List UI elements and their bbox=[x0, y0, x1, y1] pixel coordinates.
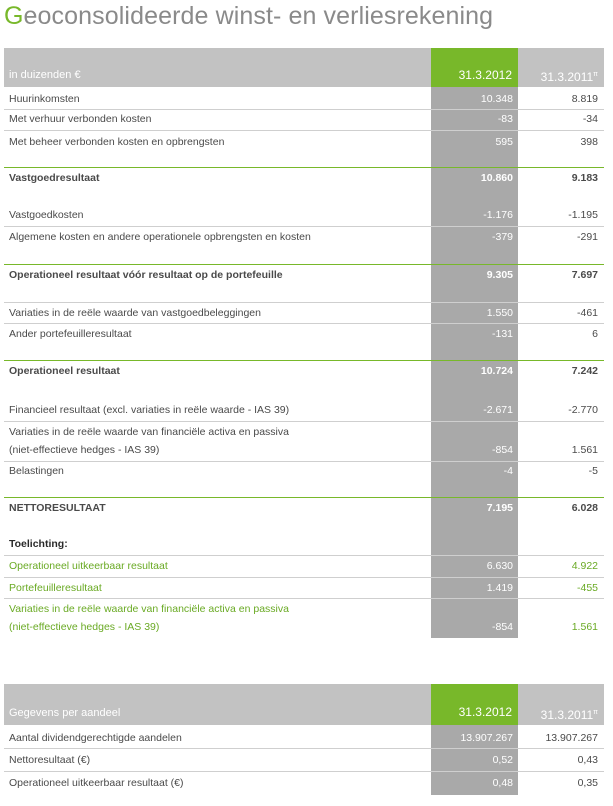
row-label: Vastgoedresultaat bbox=[9, 172, 100, 184]
header-previous-year-text: 31.3.2011 bbox=[540, 708, 594, 722]
row-previous-value: 6 bbox=[592, 328, 598, 340]
row-label: Huurinkomsten bbox=[9, 93, 80, 105]
row-label: Ander portefeuilleresultaat bbox=[9, 328, 132, 340]
row-previous-value: -5 bbox=[588, 465, 598, 477]
row-divider bbox=[4, 748, 604, 749]
row-divider bbox=[4, 323, 604, 324]
row-previous-value: 0,43 bbox=[577, 754, 598, 766]
row-current-value: 1.550 bbox=[486, 307, 513, 319]
row-label: Met beheer verbonden kosten en opbrengsten bbox=[9, 136, 225, 148]
row-divider bbox=[4, 130, 604, 131]
section-divider bbox=[4, 167, 604, 168]
row-previous-value: 4.922 bbox=[571, 560, 598, 572]
row-current-value: 9.305 bbox=[486, 269, 513, 281]
row-label: Belastingen bbox=[9, 465, 64, 477]
row-divider bbox=[4, 555, 604, 556]
page-title bbox=[4, 2, 493, 31]
row-label: Variaties in de reële waarde van financiële activa en passiva bbox=[9, 603, 289, 615]
row-current-value: -854 bbox=[491, 621, 513, 633]
row-previous-value: -455 bbox=[576, 582, 598, 594]
header-previous-year-sup: π bbox=[593, 709, 598, 716]
row-label: Algemene kosten en andere operationele opbrengsten en kosten bbox=[9, 231, 311, 243]
row-divider bbox=[4, 771, 604, 772]
row-current-value: 7.195 bbox=[486, 502, 513, 514]
title-rest: eoconsolideerde winst- en verliesrekening bbox=[23, 2, 494, 30]
row-previous-value: 7.242 bbox=[571, 365, 598, 377]
row-previous-value: 7.697 bbox=[571, 269, 598, 281]
row-current-value: -4 bbox=[503, 465, 513, 477]
row-current-value: 595 bbox=[495, 136, 513, 148]
row-current-value: -854 bbox=[491, 444, 513, 456]
row-label: Financieel resultaat (excl. variaties in reële waarde - IAS 39) bbox=[9, 404, 290, 416]
section-divider bbox=[4, 360, 604, 361]
row-previous-value: 398 bbox=[580, 136, 598, 148]
header-label: in duizenden € bbox=[9, 69, 81, 81]
header-current-year: 31.3.2012 bbox=[431, 684, 518, 725]
row-label: NETTORESULTAAT bbox=[9, 502, 106, 514]
row-label: Aantal dividendgerechtigde aandelen bbox=[9, 732, 182, 744]
income-statement-table bbox=[4, 48, 604, 640]
row-divider bbox=[4, 226, 604, 227]
row-current-value: 10.724 bbox=[480, 365, 513, 377]
title-first-letter: G bbox=[4, 2, 24, 30]
row-current-value: -83 bbox=[497, 113, 513, 125]
table-header bbox=[4, 684, 604, 725]
row-previous-value: 1.561 bbox=[571, 444, 598, 456]
row-label: Portefeuilleresultaat bbox=[9, 582, 102, 594]
row-label: Variaties in de reële waarde van financiële activa en passiva bbox=[9, 426, 289, 438]
row-label: Operationeel resultaat vóór resultaat op de portefeuille bbox=[9, 269, 283, 281]
row-current-value: -131 bbox=[491, 328, 513, 340]
row-previous-value: 0,35 bbox=[577, 777, 598, 789]
row-current-value: 0,48 bbox=[492, 777, 513, 789]
table-header bbox=[4, 48, 604, 87]
row-previous-value: -1.195 bbox=[568, 209, 598, 221]
row-current-value: -1.176 bbox=[483, 209, 513, 221]
row-label-continued: (niet-effectieve hedges - IAS 39) bbox=[9, 444, 160, 456]
row-current-value: 0,52 bbox=[492, 754, 513, 766]
row-previous-value: 8.819 bbox=[571, 93, 598, 105]
header-previous-year-sup: π bbox=[593, 71, 598, 78]
row-current-value: 1.419 bbox=[486, 582, 513, 594]
table-row bbox=[4, 601, 604, 637]
row-previous-value: -2.770 bbox=[568, 404, 598, 416]
section-divider bbox=[4, 264, 604, 265]
row-current-value: -379 bbox=[491, 231, 513, 243]
row-current-value: 6.630 bbox=[486, 560, 513, 572]
header-previous-year bbox=[522, 48, 604, 87]
row-previous-value: -291 bbox=[576, 231, 598, 243]
row-label: Operationeel resultaat bbox=[9, 365, 120, 377]
row-divider bbox=[4, 598, 604, 599]
row-previous-value: -34 bbox=[582, 113, 598, 125]
row-current-value: 10.348 bbox=[480, 93, 513, 105]
row-divider bbox=[4, 421, 604, 422]
row-divider bbox=[4, 302, 604, 303]
row-divider bbox=[4, 461, 604, 462]
row-divider bbox=[4, 577, 604, 578]
row-label: Met verhuur verbonden kosten bbox=[9, 113, 152, 125]
header-label: Gegevens per aandeel bbox=[9, 707, 121, 719]
row-label: Variaties in de reële waarde van vastgoedbeleggingen bbox=[9, 307, 261, 319]
row-current-value: -2.671 bbox=[483, 404, 513, 416]
row-label: Operationeel uitkeerbaar resultaat bbox=[9, 560, 168, 572]
table-row bbox=[4, 424, 604, 460]
per-share-table bbox=[4, 684, 604, 796]
row-label: Nettoresultaat (€) bbox=[9, 754, 91, 766]
row-label-continued: (niet-effectieve hedges - IAS 39) bbox=[9, 621, 160, 633]
row-previous-value: 1.561 bbox=[571, 621, 598, 633]
row-current-value: 13.907.267 bbox=[460, 732, 513, 744]
row-divider bbox=[4, 109, 604, 110]
row-label: Vastgoedkosten bbox=[9, 209, 84, 221]
header-previous-year-text: 31.3.2011 bbox=[540, 70, 594, 84]
row-previous-value: -461 bbox=[576, 307, 598, 319]
row-previous-value: 13.907.267 bbox=[545, 732, 598, 744]
section-divider bbox=[4, 497, 604, 498]
row-label: Operationeel uitkeerbaar resultaat (€) bbox=[9, 777, 184, 789]
row-previous-value: 6.028 bbox=[571, 502, 598, 514]
row-previous-value: 9.183 bbox=[571, 172, 598, 184]
row-current-value: 10.860 bbox=[480, 172, 513, 184]
notes-heading: Toelichting: bbox=[9, 538, 68, 550]
header-current-year: 31.3.2012 bbox=[431, 48, 518, 87]
header-previous-year bbox=[522, 684, 604, 725]
